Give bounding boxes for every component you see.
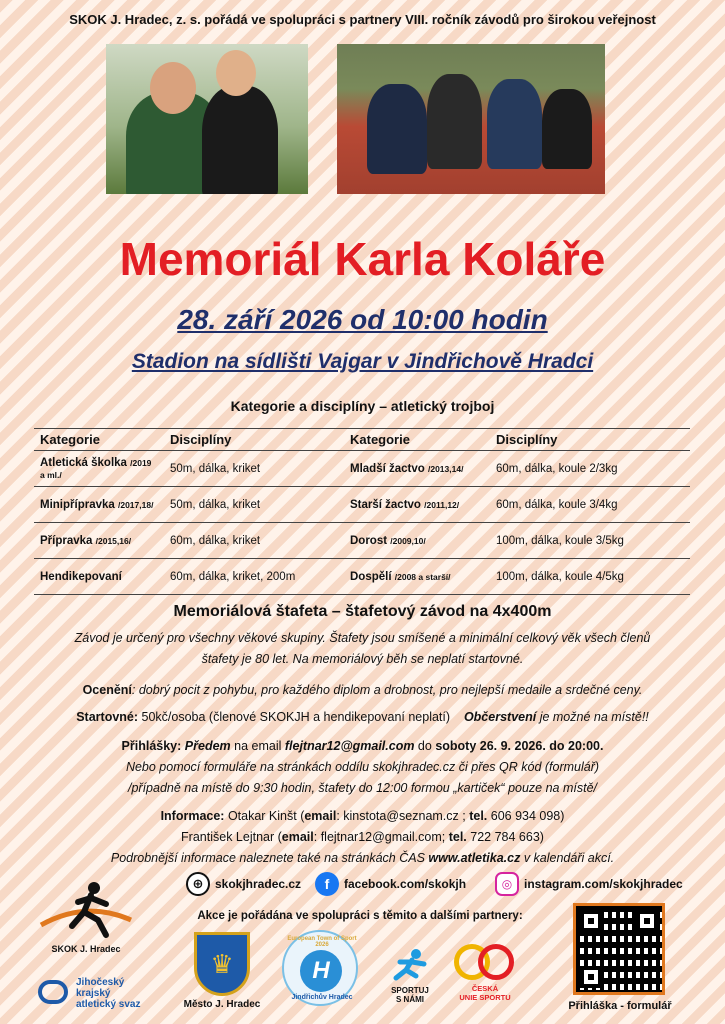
- contact-phone: 722 784 663): [466, 830, 544, 844]
- category-cell: [344, 451, 490, 487]
- category-cell: [34, 487, 164, 523]
- contact-email[interactable]: : kinstota@seznam.cz ;: [336, 809, 470, 823]
- cus-logo: [448, 944, 522, 1016]
- relay-description: [20, 628, 705, 670]
- registration-ahead: Předem: [184, 739, 231, 753]
- category-cell: [344, 487, 490, 523]
- registration-text: do: [414, 739, 436, 753]
- photo-coach-and-boy: [106, 44, 308, 194]
- track-icon: [38, 980, 68, 1004]
- contact-name: František Lejtnar (: [181, 830, 282, 844]
- runner-icon: [390, 948, 430, 984]
- runner-figure: [542, 89, 592, 169]
- category-name: Starší žactvo: [350, 498, 421, 511]
- registration-label: Přihlášky:: [121, 739, 182, 753]
- contact-name: Otakar Kinšt (: [224, 809, 305, 823]
- column-header: Disciplíny: [490, 429, 690, 451]
- category-name: Hendikepovaní: [40, 570, 122, 583]
- atletika-link[interactable]: www.atletika.cz: [428, 851, 521, 865]
- sportuj-logo: [380, 948, 440, 1014]
- category-cell: [34, 523, 164, 559]
- photo-sprint-start: [337, 44, 605, 194]
- qr-finder: [580, 910, 602, 932]
- sportuj-text: SPORTUJ: [391, 986, 429, 995]
- categories-heading: Kategorie a disciplíny – atletický trojboj: [230, 398, 495, 414]
- category-name: Mladší žactvo: [350, 462, 425, 475]
- partners-heading: Akce je pořádána ve spolupráci s těmito a dalšími partnery:: [197, 910, 523, 922]
- mesto-logo: [176, 932, 268, 1016]
- registration-email[interactable]: flejtnar12@gmail.com: [284, 739, 415, 753]
- qr-label: Přihláška - formulář: [568, 1000, 672, 1012]
- qr-finder: [580, 966, 602, 988]
- web-link-text: skokjhradec.cz: [215, 877, 302, 891]
- more-info-text: v kalendáři akcí.: [520, 851, 615, 865]
- more-info-text: Podrobnější informace naleznete také na stránkách ČAS: [110, 851, 429, 865]
- disciplines-cell: 60m, dálka, kriket: [164, 523, 344, 559]
- jihocesky-text: Jihočeský: [76, 977, 125, 988]
- facebook-link-text: facebook.com/skokjh: [344, 877, 467, 891]
- disciplines-cell: 100m, dálka, koule 3/5kg: [490, 523, 690, 559]
- disciplines-cell: 100m, dálka, koule 4/5kg: [490, 559, 690, 595]
- category-cell: [344, 523, 490, 559]
- globe-icon: ⊕: [186, 872, 210, 896]
- skok-logo: [36, 880, 136, 958]
- facebook-icon: f: [315, 872, 339, 896]
- cus-text: ČESKÁ: [471, 984, 499, 993]
- category-name: Dorost: [350, 534, 388, 547]
- category-years: /2008 a starší/: [394, 571, 451, 582]
- contact-phone: 606 934 098): [487, 809, 565, 823]
- relay-heading: Memoriálová štafeta – štafetový závod na 4x400m: [173, 603, 552, 620]
- event-title: Memoriál Karla Koláře: [119, 233, 606, 285]
- table-row: [34, 523, 690, 559]
- qr-code[interactable]: [573, 903, 665, 995]
- disciplines-cell: 50m, dálka, kriket: [164, 451, 344, 487]
- tel-label: tel.: [448, 830, 467, 844]
- category-cell: [34, 559, 164, 595]
- category-cell: [344, 559, 490, 595]
- column-header: Kategorie: [344, 429, 490, 451]
- awards-label: Ocenění: [82, 683, 132, 697]
- coat-of-arms-icon: ♛: [194, 932, 250, 996]
- runner-figure: [487, 79, 542, 169]
- ets-top-text: European Town of Sport 2026: [287, 936, 357, 948]
- jihocesky-text: atletický svaz: [76, 999, 141, 1010]
- category-years: /2009,10/: [390, 535, 426, 546]
- table-row: [34, 559, 690, 595]
- jihocesky-logo: [38, 974, 168, 1014]
- category-cell: [34, 451, 164, 487]
- event-venue: Stadion na sídlišti Vajgar v Jindřichově Hradci: [131, 350, 594, 373]
- registration-text: na email: [230, 739, 285, 753]
- mesto-logo-text: Město J. Hradec: [183, 999, 261, 1010]
- awards-text: : dobrý pocit z pohybu, pro každého diplom a drobnost, pro nejlepší medaile a srdečné ceny.: [131, 683, 643, 697]
- coach-head: [150, 62, 196, 114]
- tel-label: tel.: [469, 809, 488, 823]
- ets-logo: [278, 930, 362, 1016]
- sportuj-text: S NÁMI: [396, 995, 424, 1004]
- runner-figure: [367, 84, 427, 174]
- table-row: [34, 487, 690, 523]
- refreshment-text: je možné na místě!!: [536, 710, 649, 724]
- table-row: [34, 451, 690, 487]
- event-date: 28. září 2026 od 10:00 hodin: [177, 304, 548, 335]
- runner-icon: [36, 880, 136, 940]
- info-label: Informace:: [160, 809, 225, 823]
- disciplines-cell: 60m, dálka, koule 2/3kg: [490, 451, 690, 487]
- table-header-row: [34, 429, 690, 451]
- ets-bottom-text: Jindřichův Hradec: [291, 994, 353, 1001]
- category-years: /2013,14/: [427, 463, 464, 474]
- ets-mark: H: [300, 950, 342, 992]
- cus-text: UNIE SPORTU: [459, 993, 511, 1002]
- boy-figure: [202, 86, 278, 194]
- column-header: Disciplíny: [164, 429, 344, 451]
- instagram-link[interactable]: [495, 872, 683, 896]
- relay-line: Závod je určený pro všechny věkové skupiny. Štafety jsou smíšené a minimální celkový věk všech členů: [74, 631, 651, 645]
- registration-onsite-line: /případně na místě do 9:30 hodin, štafety do 12:00 formou „kartiček“ pouze na místě/: [127, 781, 598, 795]
- category-years: /2017,18/: [117, 499, 154, 510]
- column-header: Kategorie: [34, 429, 164, 451]
- jihocesky-text: krajský: [76, 988, 111, 999]
- fee-text: 50kč/osoba (členové SKOKJH a hendikepovaní neplatí): [138, 710, 451, 724]
- disciplines-cell: 60m, dálka, kriket, 200m: [164, 559, 344, 595]
- runner-figure: [427, 74, 482, 169]
- category-name: Přípravka: [40, 534, 93, 547]
- disciplines-cell: 50m, dálka, kriket: [164, 487, 344, 523]
- email-label: email: [304, 809, 337, 823]
- boy-head: [216, 50, 256, 96]
- info-block: [20, 806, 705, 869]
- skok-logo-text: SKOK J. Hradec: [51, 944, 121, 954]
- fee-label: Startovné:: [76, 710, 139, 724]
- category-years: /2019 a ml./: [40, 457, 152, 480]
- contact-email[interactable]: : flejtnar12@gmail.com;: [313, 830, 449, 844]
- disciplines-cell: 60m, dálka, koule 3/4kg: [490, 487, 690, 523]
- organizer-header: SKOK J. Hradec, z. s. pořádá ve spolupráci s partnery VIII. ročník závodů pro širokou veřejnost: [69, 12, 656, 27]
- email-label: email: [281, 830, 314, 844]
- registration-form-line: Nebo pomocí formuláře na stránkách oddílu skokjhradec.cz či přes QR kód (formulář): [125, 760, 600, 774]
- instagram-link-text: instagram.com/skokjhradec: [524, 877, 683, 891]
- fee-line: [20, 707, 705, 728]
- category-name: Minipřípravka: [40, 498, 115, 511]
- category-name: Atletická školka: [40, 456, 127, 469]
- category-years: /2015,16/: [95, 535, 132, 546]
- refreshment-label: Občerstvení: [463, 710, 537, 724]
- instagram-icon: ◎: [495, 872, 519, 896]
- registration-block: [20, 736, 705, 799]
- ets-badge-icon: [282, 930, 358, 1006]
- web-link[interactable]: [186, 872, 301, 896]
- qr-finder: [636, 910, 658, 932]
- awards-line: [20, 680, 705, 701]
- categories-table: [34, 428, 690, 595]
- category-years: /2011,12/: [424, 499, 460, 510]
- cus-rings-icon: [454, 944, 516, 984]
- relay-line: štafety je 80 let. Na memoriálový běh se neplatí startovné.: [201, 652, 524, 666]
- registration-deadline: soboty 26. 9. 2026. do 20:00.: [435, 739, 604, 753]
- category-name: Dospělí: [350, 570, 392, 583]
- facebook-link[interactable]: [315, 872, 466, 896]
